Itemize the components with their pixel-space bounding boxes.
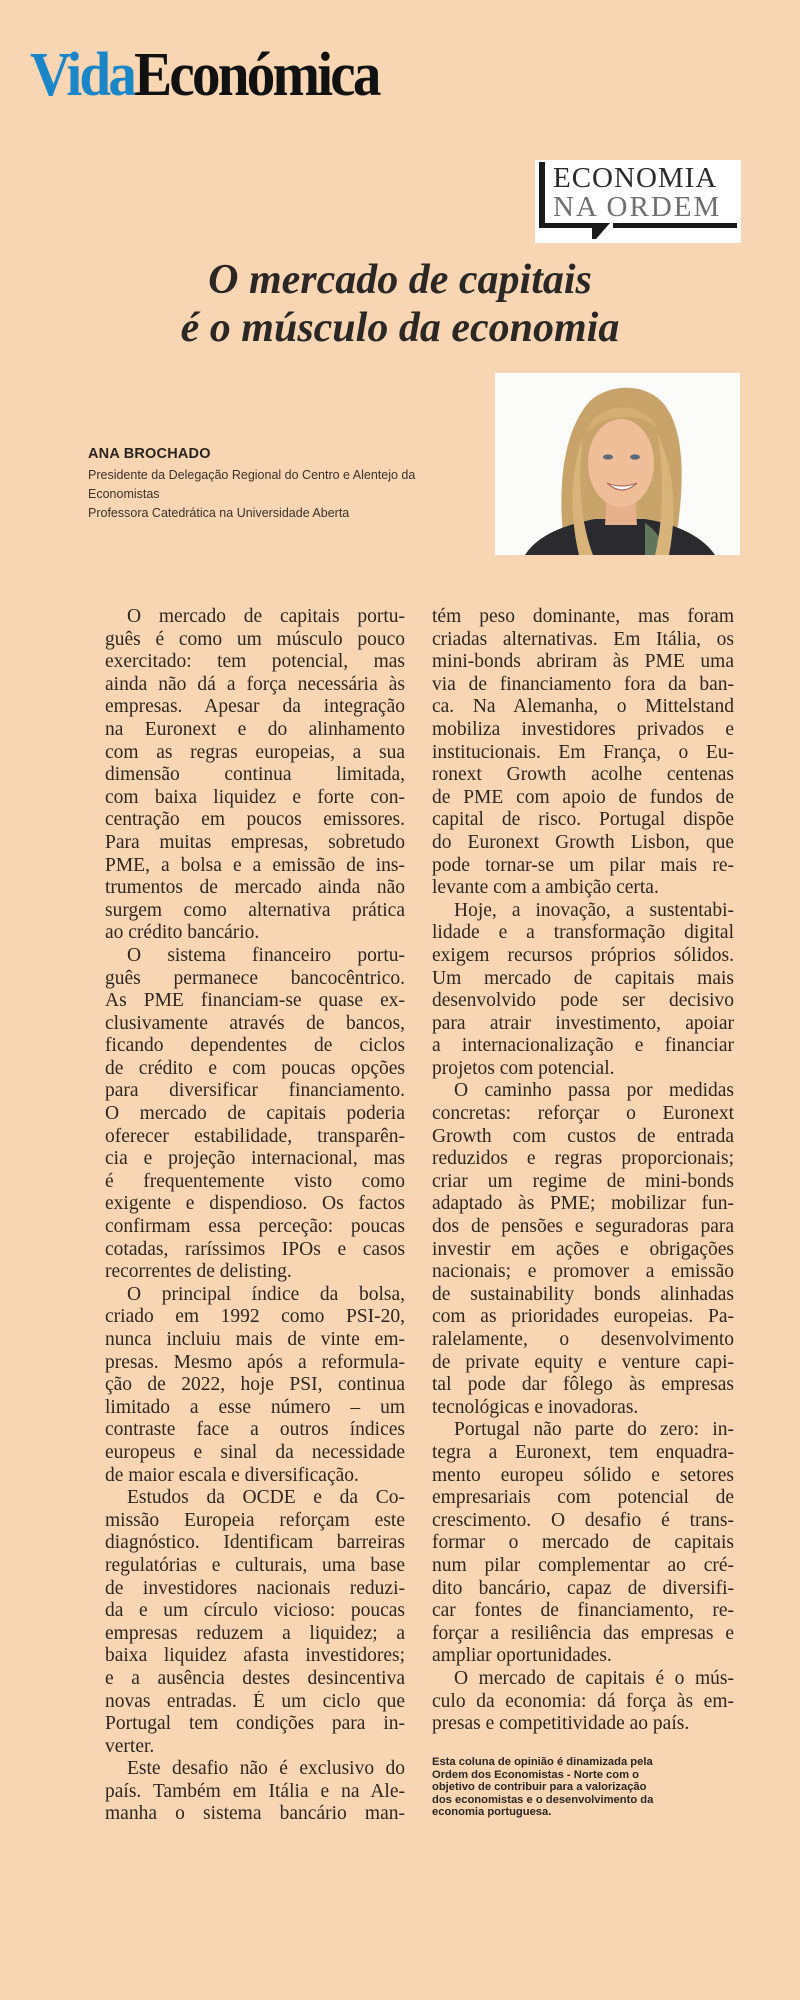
article-line: Estudos da OCDE e da Co-: [127, 1487, 405, 1509]
speech-bubble-tail-icon: [592, 223, 610, 239]
author-photo: [495, 373, 740, 555]
article-line: tecnológicas e inovadoras.: [432, 1396, 639, 1418]
article-line: presas. Mesmo após a reformula-: [105, 1351, 405, 1373]
article-line: crescimento. O desafio é trans-: [432, 1509, 734, 1531]
article-line: ralelamente, o desenvolvimento: [432, 1329, 734, 1350]
article-line: de investidores nacionais reduzi-: [105, 1577, 405, 1599]
article-line: cotadas, raríssimos IPOs e casos: [105, 1238, 405, 1260]
article-line: Growth com custos de entrada: [432, 1125, 734, 1147]
footnote-line: Ordem dos Economistas - Norte com o: [432, 1768, 640, 1781]
speech-bubble-frame-bottom-right: [613, 223, 737, 228]
article-line: O principal índice da bolsa,: [127, 1283, 405, 1305]
article-line: mento europeu sólido e setores: [432, 1464, 734, 1486]
article-line: ampliar oportunidades.: [432, 1645, 612, 1667]
article-line: levante com a ambição certa.: [432, 877, 659, 899]
article-line: com as prioridades europeias. Pa-: [432, 1306, 734, 1328]
article-line: cia e projeção internacional, mas: [105, 1148, 405, 1170]
article-line: nacionais; e promover a emissão: [432, 1261, 734, 1283]
article-line: clusivamente através de bancos,: [105, 1012, 405, 1034]
author-portrait-illustration: [495, 373, 740, 555]
article-line: lidade e a transformação digital: [432, 922, 734, 944]
article-line: tal pode dar fôlego às empresas: [432, 1374, 734, 1396]
article-line: dito bancário, capaz de diversifi-: [432, 1577, 734, 1599]
article-line: ao crédito bancário.: [105, 922, 260, 944]
article-line: tém peso dominante, mas foram: [432, 606, 734, 627]
article-line: contraste face a outros índices: [105, 1419, 405, 1441]
article-line: presas e competitividade ao país.: [432, 1713, 690, 1735]
article-line: país. Também em Itália e na Ale-: [105, 1780, 405, 1802]
article-column-right: [432, 606, 734, 1736]
article-line: a internacionalização e financiar: [432, 1035, 734, 1057]
article-line: tegra a Euronext, tem enquadra-: [432, 1441, 734, 1463]
article-line: Portugal não parte do zero: in-: [454, 1419, 734, 1441]
article-line: O mercado de capitais poderia: [105, 1103, 405, 1125]
article-line: PME, a bolsa e a emissão de ins-: [105, 854, 405, 876]
article-column-left: [105, 606, 405, 1826]
article-line: de crédito e com poucas opções: [105, 1057, 405, 1079]
article-line: oferecer estabilidade, transparên-: [105, 1125, 405, 1147]
article-line: via de financiamento fora da ban-: [432, 673, 734, 695]
article-line: é frequentemente visto como: [105, 1170, 405, 1192]
article-line: surgem como alternativa prática: [105, 899, 405, 921]
article-line: ronext Growth acolhe centenas: [432, 764, 734, 786]
article-line: recorrentes de delisting.: [105, 1261, 292, 1283]
article-line: trumentos de mercado ainda não: [105, 877, 405, 899]
article-line: criado em 1992 como PSI-20,: [105, 1306, 405, 1328]
article-line: de maior escala e diversificação.: [105, 1464, 359, 1486]
article-line: baixa liquidez afasta investidores;: [105, 1645, 405, 1667]
article-line: Este desafio não é exclusivo do: [127, 1758, 405, 1780]
speech-bubble-frame-left: [539, 162, 545, 228]
article-line: centração em poucos emissores.: [105, 809, 405, 831]
footnote-line: objetivo de contribuir para a valorização: [432, 1781, 647, 1793]
article-line: de PME com apoio de fundos de: [432, 786, 734, 808]
article-line: investir em ações e obrigações: [432, 1238, 734, 1260]
article-line: reduzidos e regras proporcionais;: [432, 1148, 734, 1170]
article-line: nunca incluiu mais de vinte em-: [105, 1329, 405, 1350]
economia-na-ordem-logo: [535, 160, 741, 243]
masthead-logo: [30, 41, 379, 109]
article-line: ficando dependentes de ciclos: [105, 1035, 405, 1057]
article-line: com as regras europeias, a sua: [105, 741, 405, 763]
headline-line1: O mercado de capitais: [208, 257, 592, 303]
article-line: criadas alternativas. Em Itália, os: [432, 628, 734, 650]
column-footnote: [432, 1756, 732, 1819]
article-line: As PME financiam-se quase ex-: [105, 990, 405, 1012]
author-role: Presidente da Delegação Regional do Centro e Alentejo da: [88, 468, 416, 482]
article-line: com baixa liquidez e forte con-: [105, 786, 405, 808]
article-line: de sustainability bonds alinhadas: [432, 1283, 734, 1305]
article-line: concretas: reforçar o Euronext: [432, 1103, 734, 1125]
article-line: forçar a resiliência das empresas e: [432, 1622, 734, 1644]
article-line: exigem recursos próprios sólidos.: [432, 944, 734, 966]
article-line: num pilar complementar ao cré-: [432, 1554, 734, 1576]
author-role: Professora Catedrática na Universidade Aberta: [88, 506, 350, 520]
article-line: desenvolvido pode ser decisivo: [432, 990, 734, 1012]
masthead-vida: Vida: [30, 41, 135, 109]
column-logo-line1: ECONOMIA: [553, 162, 718, 194]
article-line: O caminho passa por medidas: [454, 1080, 734, 1102]
article-line: guês é como um músculo pouco: [105, 628, 405, 650]
article-line: guês permanece bancocêntrico.: [105, 967, 405, 989]
article-line: empresariais com potencial de: [432, 1487, 734, 1509]
article-line: dimensão continua limitada,: [105, 764, 405, 786]
article-line: do Euronext Growth Lisbon, que: [432, 831, 734, 853]
article-line: Para muitas empresas, sobretudo: [105, 831, 405, 853]
article-line: empresas reduzem a liquidez; a: [105, 1622, 405, 1644]
author-role: Economistas: [88, 487, 160, 501]
article-line: novas entradas. É um ciclo que: [105, 1690, 405, 1712]
article-line: verter.: [105, 1735, 155, 1757]
author-name: ANA BROCHADO: [88, 446, 211, 462]
article-line: na Euronext e do alinhamento: [105, 718, 405, 740]
article-line: capital de risco. Portugal dispõe: [432, 809, 734, 831]
article-line: confirmam essa perceção: poucas: [105, 1216, 405, 1238]
speech-bubble-frame-bottom: [539, 223, 595, 228]
article-line: empresas. Apesar da integração: [105, 696, 405, 718]
article-line: projetos com potencial.: [432, 1057, 615, 1079]
article-line: formar o mercado de capitais: [432, 1532, 734, 1554]
article-line: europeus e sinal da necessidade: [105, 1441, 405, 1463]
article-line: pode tornar-se um pilar mais re-: [432, 854, 734, 876]
article-line: institucionais. Em França, o Eu-: [432, 741, 734, 763]
article-line: limitado a esse número – um: [105, 1396, 405, 1418]
article-line: e a ausência destes desincentiva: [105, 1667, 405, 1689]
article-line: missão Europeia reforçam este: [105, 1509, 405, 1531]
article-line: da e um círculo vicioso: poucas: [105, 1600, 405, 1622]
article-line: de private equity e venture capi-: [432, 1351, 734, 1373]
article-line: mobiliza investidores privados e: [432, 718, 734, 740]
article-line: criar um regime de mini-bonds: [432, 1170, 734, 1192]
article-line: adaptado às PME; mobilizar fun-: [432, 1193, 734, 1215]
article-line: car fontes de financiamento, re-: [432, 1600, 734, 1622]
article-line: Portugal tem condições para in-: [105, 1713, 405, 1735]
article-line: ca. Na Alemanha, o Mittelstand: [432, 696, 734, 718]
article-line: diagnóstico. Identificam barreiras: [105, 1532, 405, 1554]
article-line: O mercado de capitais portu-: [127, 606, 405, 627]
article-headline: [0, 256, 800, 352]
article-line: regulatórias e culturais, uma base: [105, 1554, 405, 1576]
article-line: O mercado de capitais é o mús-: [454, 1667, 734, 1689]
footnote-line: economia portuguesa.: [432, 1806, 552, 1818]
column-logo-line2: NA ORDEM: [553, 191, 722, 223]
article-line: Hoje, a inovação, a sustentabi-: [454, 899, 734, 921]
article-line: manha o sistema bancário man-: [105, 1803, 405, 1825]
article-line: dos de pensões e seguradoras para: [432, 1216, 734, 1238]
footnote-line: dos economistas e o desenvolvimento da: [432, 1793, 654, 1806]
footnote-line: Esta coluna de opinião é dinamizada pela: [432, 1756, 653, 1768]
article-line: ção de 2022, hoje PSI, continua: [105, 1374, 405, 1396]
article-line: exigente e dispendioso. Os factos: [105, 1193, 405, 1215]
masthead-economica: Económica: [134, 41, 379, 109]
article-line: para atrair investimento, apoiar: [432, 1012, 734, 1034]
author-byline: [88, 446, 415, 523]
article-line: para diversificar financiamento.: [105, 1080, 405, 1102]
article-line: mini-bonds abriram às PME uma: [432, 651, 734, 673]
article-line: culo da economia: dá força às em-: [432, 1690, 734, 1712]
article-line: O sistema financeiro portu-: [127, 944, 405, 966]
article-line: exercitado: tem potencial, mas: [105, 651, 405, 673]
article-line: Um mercado de capitais mais: [432, 967, 734, 989]
headline-line2: é o músculo da economia: [180, 305, 620, 351]
article-line: ainda não dá a força necessária às: [105, 673, 405, 695]
